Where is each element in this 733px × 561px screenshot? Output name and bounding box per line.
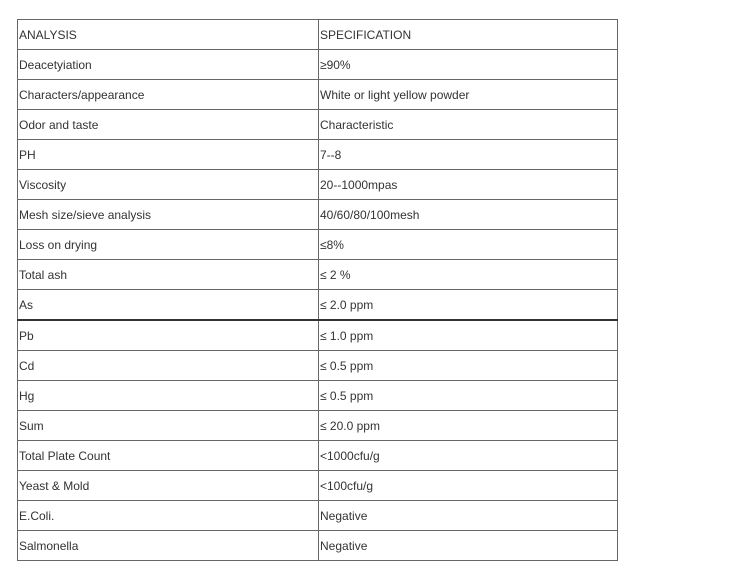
table-row xyxy=(18,170,618,200)
specification-cell: 7--8 xyxy=(319,140,618,170)
table-row xyxy=(18,230,618,260)
specification-cell: ≤ 0.5 ppm xyxy=(319,351,618,381)
specification-cell: White or light yellow powder xyxy=(319,80,618,110)
analysis-cell: Odor and taste xyxy=(18,110,319,140)
analysis-cell: Pb xyxy=(18,320,319,351)
specification-cell: ≤ 1.0 ppm xyxy=(319,320,618,351)
analysis-cell: Hg xyxy=(18,381,319,411)
specification-cell: <1000cfu/g xyxy=(319,441,618,471)
table-row xyxy=(18,200,618,230)
table-row xyxy=(18,290,618,321)
analysis-cell: E.Coli. xyxy=(18,501,319,531)
specification-cell: ≤ 20.0 ppm xyxy=(319,411,618,441)
analysis-cell: Yeast & Mold xyxy=(18,471,319,501)
table-row xyxy=(18,320,618,351)
specification-cell: Negative xyxy=(319,501,618,531)
analysis-cell: As xyxy=(18,290,319,321)
analysis-cell: PH xyxy=(18,140,319,170)
specification-cell: Negative xyxy=(319,531,618,561)
specification-cell: ≥90% xyxy=(319,50,618,80)
specification-cell: ≤ 0.5 ppm xyxy=(319,381,618,411)
specification-cell: ≤ 2 % xyxy=(319,260,618,290)
analysis-cell: Total Plate Count xyxy=(18,441,319,471)
table-row xyxy=(18,351,618,381)
specification-cell: ≤8% xyxy=(319,230,618,260)
specification-cell: Characteristic xyxy=(319,110,618,140)
table-header-row xyxy=(18,20,618,50)
table-row xyxy=(18,471,618,501)
analysis-cell: Loss on drying xyxy=(18,230,319,260)
analysis-cell: Salmonella xyxy=(18,531,319,561)
table-row xyxy=(18,501,618,531)
specification-cell: ≤ 2.0 ppm xyxy=(319,290,618,321)
analysis-cell: Total ash xyxy=(18,260,319,290)
specification-table xyxy=(17,19,618,561)
header-specification: SPECIFICATION xyxy=(319,20,618,50)
table-row xyxy=(18,531,618,561)
analysis-cell: Viscosity xyxy=(18,170,319,200)
table-row xyxy=(18,80,618,110)
header-analysis: ANALYSIS xyxy=(18,20,319,50)
specification-cell: <100cfu/g xyxy=(319,471,618,501)
analysis-cell: Mesh size/sieve analysis xyxy=(18,200,319,230)
table-row xyxy=(18,411,618,441)
specification-cell: 40/60/80/100mesh xyxy=(319,200,618,230)
table-row xyxy=(18,441,618,471)
analysis-cell: Deacetyiation xyxy=(18,50,319,80)
analysis-cell: Cd xyxy=(18,351,319,381)
table-row xyxy=(18,110,618,140)
table-row xyxy=(18,50,618,80)
analysis-cell: Characters/appearance xyxy=(18,80,319,110)
table-row xyxy=(18,381,618,411)
analysis-cell: Sum xyxy=(18,411,319,441)
table-row xyxy=(18,140,618,170)
specification-cell: 20--1000mpas xyxy=(319,170,618,200)
table-row xyxy=(18,260,618,290)
